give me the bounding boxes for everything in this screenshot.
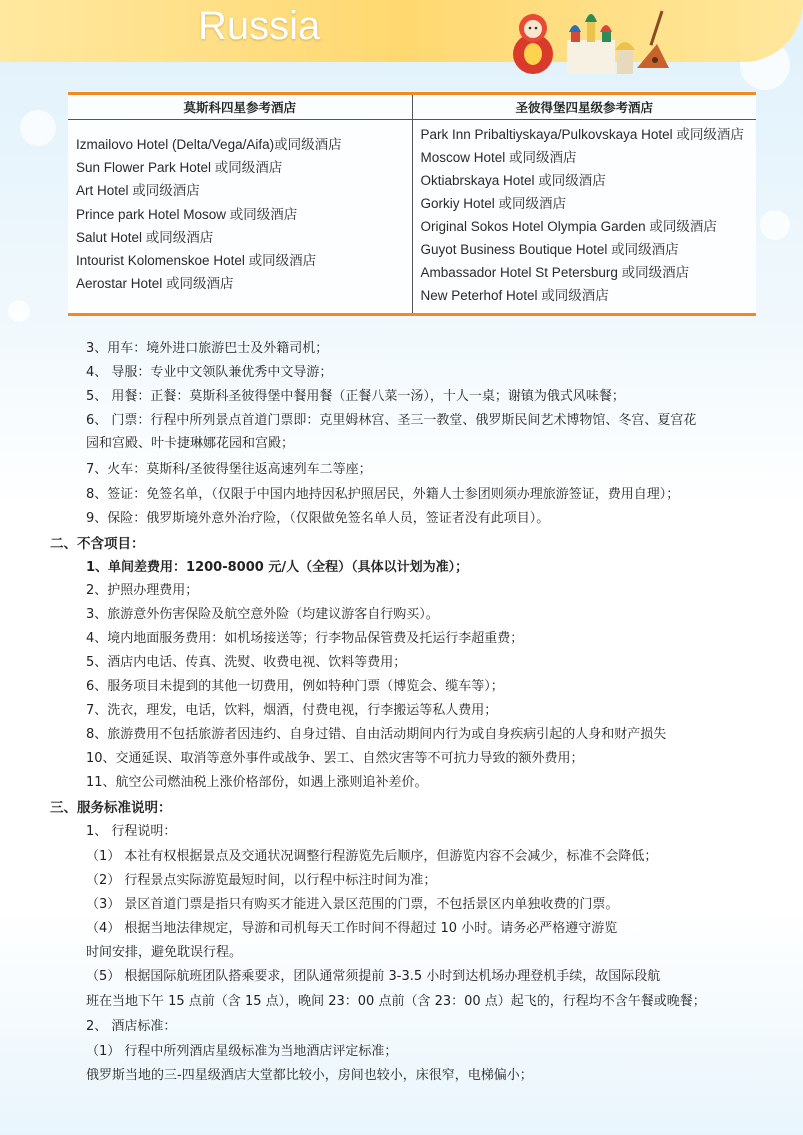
include-line: 5、 用餐：正餐：莫斯科圣彼得堡中餐用餐（正餐八菜一汤），十人一桌；谢镇为俄式风味餐； (86, 389, 625, 404)
include-line: 8、签证：免签名单，（仅限于中国内地持因私护照居民，外籍人士参团则须办理旅游签证，费用自理）； (86, 487, 680, 502)
russia-landmark-illustration (505, 4, 675, 76)
list-item: Art Hotel 或同级酒店 (76, 183, 200, 199)
standards-heading: 三、服务标准说明： (50, 800, 172, 816)
snow-blob (8, 300, 30, 322)
list-item: Prince park Hotel Mosow 或同级酒店 (76, 206, 298, 222)
list-item: Guyot Business Boutique Hotel 或同级酒店 (420, 242, 679, 257)
include-line: 7、火车：莫斯科/圣彼得堡往返高速列车二等座； (86, 462, 372, 477)
stpete-hotel-list (412, 120, 756, 315)
include-line: 园和宫殿、叶卡捷琳娜花园和宫殿； (86, 436, 295, 451)
exclude-line: 3、旅游意外伤害保险及航空意外险（均建议游客自行购买）。 (86, 607, 439, 622)
balalaika-icon (637, 11, 669, 68)
exclude-line: 7、洗衣，理发，电话，饮料，烟酒，付费电视，行李搬运等私人费用； (86, 703, 498, 718)
cathedral-icon (567, 14, 635, 74)
standard-line: （2） 行程景点实际游览最短时间，以行程中标注时间为准； (86, 873, 437, 888)
list-item: Park Inn Pribaltiyskaya/Pulkovskaya Hotel 或同级酒店 (420, 127, 744, 142)
page-title: Russia (198, 4, 321, 48)
list-item: Sun Flower Park Hotel 或同级酒店 (76, 160, 283, 176)
header-banner (0, 0, 803, 62)
standard-line: 1、 行程说明： (86, 824, 177, 839)
standard-line: 班在当地下午 15 点前（含 15 点），晚间 23：00 点前（含 23：00 点）起飞的，行程均不含午餐或晚餐； (86, 994, 706, 1009)
list-item: Original Sokos Hotel Olympia Garden 或同级酒店 (420, 219, 717, 234)
exclude-line: 1、单间差费用：1200-8000 元/人（全程）（具体以计划为准）； (86, 560, 469, 575)
include-line: 6、 门票：行程中所列景点首道门票即：克里姆林宫、圣三一教堂、俄罗斯民间艺术博物馆、冬宫、夏宫花 (86, 413, 697, 428)
stpete-hotels-header: 圣彼得堡四星级参考酒店 (412, 94, 756, 120)
include-line: 9、保险：俄罗斯境外意外治疗险，（仅限做免签名单人员，签证者没有此项目）。 (86, 511, 550, 526)
moscow-hotels-header: 莫斯科四星参考酒店 (68, 94, 412, 120)
exclude-line: 10、交通延误、取消等意外事件或战争、罢工、自然灾害等不可抗力导致的额外费用； (86, 751, 584, 766)
standard-line: （1） 本社有权根据景点及交通状况调整行程游览先后顺序，但游览内容不会减少，标准不会降低； (86, 849, 658, 864)
include-line: 3、用车：境外进口旅游巴士及外籍司机； (86, 341, 329, 356)
standard-line: （3） 景区首道门票是指只有购买才能进入景区范围的门票，不包括景区内单独收费的门票。 (86, 897, 619, 912)
standard-line: 2、 酒店标准： (86, 1019, 177, 1034)
list-item: Moscow Hotel 或同级酒店 (420, 150, 577, 165)
exclude-line: 8、旅游费用不包括旅游者因违约、自身过错、自由活动期间内行为或自身疾病引起的人身和财产损失 (86, 727, 667, 742)
list-item: New Peterhof Hotel 或同级酒店 (420, 288, 609, 303)
standard-line: （1） 行程中所列酒店星级标准为当地酒店评定标准； (86, 1044, 398, 1059)
exclude-line: 5、酒店内电话、传真、洗熨、收费电视、饮料等费用； (86, 655, 407, 670)
exclude-line: 6、服务项目未提到的其他一切费用，例如特种门票（博览会、缆车等）； (86, 679, 504, 694)
excludes-heading: 二、不含项目： (50, 536, 145, 552)
standard-line: 时间安排，避免耽误行程。 (86, 945, 243, 960)
snow-blob (760, 210, 790, 240)
hotel-table (68, 92, 756, 316)
list-item: Ambassador Hotel St Petersburg 或同级酒店 (420, 265, 690, 280)
moscow-hotel-list (68, 120, 412, 315)
standard-line: （5） 根据国际航班团队搭乘要求，团队通常须提前 3-3.5 小时到达机场办理登机手续，故国际段航 (86, 969, 661, 984)
standard-line: 俄罗斯当地的三-四星级酒店大堂都比较小，房间也较小，床很窄，电梯偏小； (86, 1068, 533, 1083)
exclude-line: 4、境内地面服务费用：如机场接送等；行李物品保管费及托运行李超重费； (86, 631, 524, 646)
include-line: 4、 导服：专业中文领队兼优秀中文导游； (86, 365, 333, 380)
list-item: Aerostar Hotel 或同级酒店 (76, 276, 234, 292)
exclude-line: 11、航空公司燃油税上涨价格部份，如遇上涨则追补差价。 (86, 775, 428, 790)
standard-line: （4） 根据当地法律规定，导游和司机每天工作时间不得超过 10 小时。请务必严格遵守游览 (86, 921, 618, 936)
matryoshka-icon (513, 14, 553, 74)
list-item: Izmailovo Hotel (Delta/Vega/Aifa)或同级酒店 (76, 137, 342, 152)
list-item: Intourist Kolomenskoe Hotel 或同级酒店 (76, 252, 317, 268)
exclude-line: 2、护照办理费用； (86, 583, 199, 598)
list-item: Oktiabrskaya Hotel 或同级酒店 (420, 173, 606, 188)
list-item: Gorkiy Hotel 或同级酒店 (420, 196, 567, 211)
list-item: Salut Hotel 或同级酒店 (76, 229, 214, 245)
snow-blob (20, 110, 56, 146)
